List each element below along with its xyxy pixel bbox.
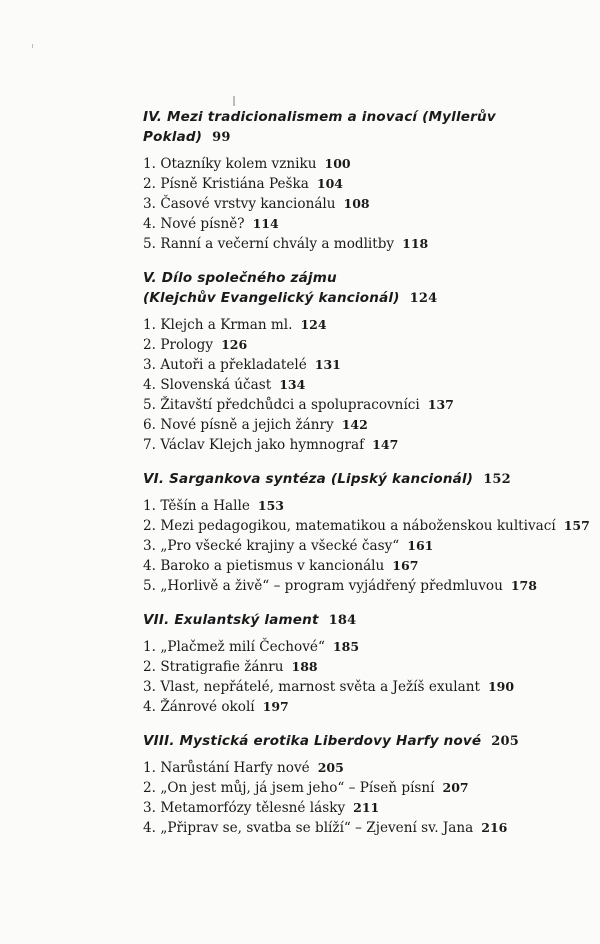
section-title: Baroko a pietismus v kancionálu (160, 558, 385, 574)
section-title: Autoři a překladatelé (160, 357, 307, 373)
section-page: 100 (324, 156, 351, 171)
section-page: 134 (279, 377, 306, 392)
section-page: 131 (314, 357, 341, 372)
chapter-page: 205 (491, 734, 520, 749)
chapter-title: V. Dílo společného zájmu (143, 270, 337, 286)
chapter-iv (143, 107, 583, 254)
section-number: 5. (143, 578, 156, 594)
section-entry (143, 637, 583, 657)
section-entry (143, 576, 583, 596)
section-page: 190 (487, 679, 515, 694)
chapter-vii (143, 610, 583, 717)
section-entry (143, 778, 583, 798)
section-entry (143, 194, 583, 214)
chapter-title: VII. Exulantský lament (143, 612, 319, 628)
section-title: „Pro všecké krajiny a všecké časy“ (160, 538, 400, 554)
section-title: Vlast, nepřátelé, marnost světa a Ježíš exulant (160, 679, 480, 695)
section-title: Žánrové okolí (160, 699, 255, 715)
section-number: 4. (143, 699, 156, 715)
section-page: 108 (343, 196, 370, 211)
section-page: 211 (353, 800, 380, 815)
section-page: 167 (392, 558, 419, 573)
section-title: „Připrav se, svatba se blíží“ – Zjevení sv. Jana (160, 820, 474, 836)
chapter-viii (143, 731, 583, 838)
section-number: 1. (143, 760, 156, 776)
section-entry (143, 355, 583, 375)
section-page: 157 (563, 518, 590, 533)
section-title: Klejch a Krman ml. (160, 317, 293, 333)
chapter-heading (143, 268, 583, 309)
section-entry (143, 154, 583, 174)
section-title: Václav Klejch jako hymnograf (160, 437, 365, 453)
table-of-contents (143, 107, 590, 852)
section-page: 161 (407, 538, 434, 553)
chapter-heading (143, 610, 583, 631)
section-entry (143, 556, 583, 576)
section-entry (143, 335, 583, 355)
section-page: 207 (442, 780, 469, 795)
section-number: 2. (143, 337, 156, 353)
chapter-heading (143, 107, 583, 148)
section-entry (143, 758, 583, 778)
section-title: „Plačmež milí Čechové“ (160, 639, 325, 655)
section-page: 178 (510, 578, 537, 593)
section-page: 137 (427, 397, 454, 412)
section-entry (143, 234, 583, 254)
section-page: 118 (402, 236, 429, 251)
chapter-page: 124 (409, 291, 438, 306)
chapter-v (143, 268, 583, 455)
section-title: Slovenská účast (160, 377, 272, 393)
section-page: 185 (332, 639, 360, 654)
section-entry (143, 536, 583, 556)
chapter-heading (143, 731, 583, 752)
section-entry (143, 496, 583, 516)
section-number: 2. (143, 780, 156, 796)
section-title: Mezi pedagogikou, matematikou a náboženskou kultivací (160, 518, 556, 534)
section-title: Těšín a Halle (160, 498, 250, 514)
section-page: 126 (221, 337, 248, 352)
chapter-subtitle: (Klejchův Evangelický kancionál) (143, 290, 400, 306)
section-number: 3. (143, 679, 156, 695)
section-number: 1. (143, 317, 156, 333)
section-entry (143, 516, 590, 536)
section-number: 3. (143, 538, 156, 554)
section-entry (143, 798, 583, 818)
chapter-page: 99 (212, 130, 231, 145)
section-title: Nové písně a jejich žánry (160, 417, 334, 433)
section-number: 4. (143, 558, 156, 574)
section-page: 205 (317, 760, 344, 775)
section-number: 5. (143, 236, 156, 252)
section-page: 216 (481, 820, 508, 835)
section-page: 124 (300, 317, 327, 332)
section-page: 147 (372, 437, 399, 452)
section-entry (143, 375, 583, 395)
chapter-page: 152 (483, 472, 511, 487)
scan-speck (32, 44, 33, 48)
section-entry (143, 435, 583, 455)
section-entry (143, 657, 583, 677)
section-number: 1. (143, 639, 156, 655)
section-title: Žitavští předchůdci a spolupracovníci (160, 397, 420, 413)
section-number: 7. (143, 437, 156, 453)
section-number: 3. (143, 800, 156, 816)
section-number: 2. (143, 176, 156, 192)
section-title: Otazníky kolem vzniku (160, 156, 317, 172)
section-title: „Horlivě a živě“ – program vyjádřený předmluvou (160, 578, 503, 594)
section-number: 6. (143, 417, 156, 433)
chapter-title: VI. Sargankova syntéza (Lipský kancionál) (143, 471, 474, 487)
section-entry (143, 214, 583, 234)
section-page: 114 (252, 216, 279, 231)
section-title: Časové vrstvy kancionálu (160, 196, 336, 212)
scan-speck (233, 96, 235, 106)
section-title: Metamorfózy tělesné lásky (160, 800, 346, 816)
section-title: Narůstání Harfy nové (160, 760, 310, 776)
chapter-vi (143, 469, 590, 596)
section-number: 4. (143, 377, 156, 393)
section-entry (143, 315, 583, 335)
section-entry (143, 677, 583, 697)
section-number: 1. (143, 498, 156, 514)
section-title: „On jest můj, já jsem jeho“ – Píseň písní (160, 780, 435, 796)
section-number: 1. (143, 156, 156, 172)
section-number: 4. (143, 216, 156, 232)
chapter-heading (143, 469, 583, 490)
section-number: 4. (143, 820, 156, 836)
section-title: Ranní a večerní chvály a modlitby (160, 236, 395, 252)
chapter-title: IV. Mezi tradicionalismem a inovací (Myllerův Poklad) (143, 109, 496, 145)
section-entry (143, 395, 583, 415)
section-number: 5. (143, 397, 156, 413)
section-title: Prology (160, 337, 214, 353)
section-number: 2. (143, 518, 156, 534)
chapter-title: VIII. Mystická erotika Liberdovy Harfy nové (143, 733, 482, 749)
section-page: 104 (316, 176, 343, 191)
section-entry (143, 818, 583, 838)
section-entry (143, 697, 583, 717)
section-title: Nové písně? (160, 216, 245, 232)
section-entry (143, 174, 583, 194)
section-title: Stratigrafie žánru (160, 659, 284, 675)
section-number: 2. (143, 659, 156, 675)
section-number: 3. (143, 196, 156, 212)
section-page: 142 (341, 417, 368, 432)
section-page: 188 (291, 659, 318, 674)
section-entry (143, 415, 583, 435)
section-number: 3. (143, 357, 156, 373)
section-page: 153 (257, 498, 284, 513)
chapter-page: 184 (328, 613, 357, 628)
section-title: Písně Kristiána Peška (160, 176, 309, 192)
section-page: 197 (262, 699, 289, 714)
